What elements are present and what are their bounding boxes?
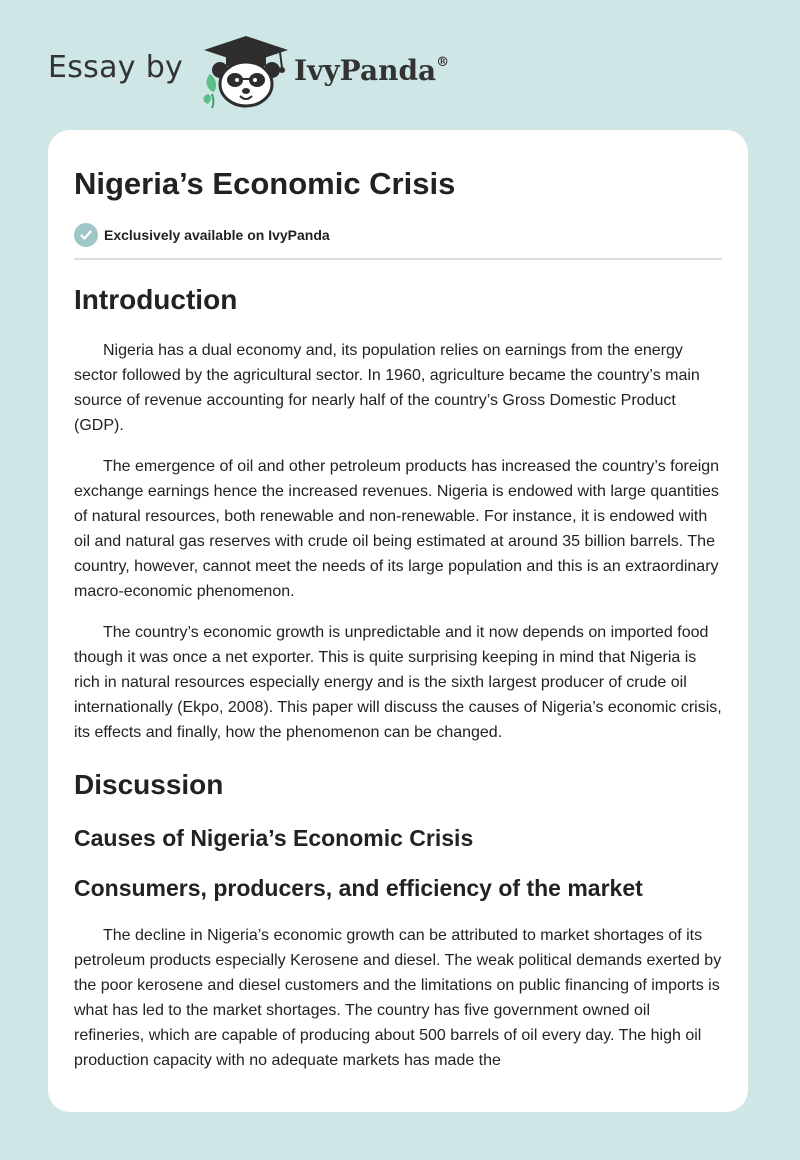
section-heading-introduction: Introduction <box>74 284 238 315</box>
paragraph: Nigeria has a dual economy and, its population relies on earnings from the energy sector followed by the agricultural sector. In 1960, agriculture became the country’s main source of revenue accounting for nearly half of the country’s Gross Domestic Product (GDP). <box>74 342 700 434</box>
brand-name[interactable] <box>294 54 449 87</box>
paragraph: The emergence of oil and other petroleum products has increased the country’s foreign exchange earnings hence the increased revenues. Nigeria is endowed with large quantities of natural resources, both renewable and non-renewable. For instance, it is endowed with oil and natural gas reserves with crude oil being estimated at around 35 billion barrels. The country, however, cannot meet the needs of its large population and this is an extraordinary macro-economic phenomenon. <box>74 458 720 600</box>
paragraph: The country’s economic growth is unpredictable and it now depends on imported food though it was once a net exporter. This is quite surprising keeping in mind that Nigeria is rich in natural resources especially energy and is the sixth largest producer of crude oil internationally (Ekpo, 2008). This paper will discuss the causes of Nigeria’s economic crisis, its effects and finally, how the phenomenon can be changed. <box>74 624 722 741</box>
registered-mark: ® <box>436 54 450 70</box>
exclusive-badge-text: Exclusively available on IvyPanda <box>104 227 330 243</box>
panda-logo-icon[interactable] <box>200 34 292 110</box>
essay-by-label: Essay by <box>48 50 184 85</box>
subheading-consumers: Consumers, producers, and efficiency of the market <box>74 875 643 901</box>
check-icon <box>74 223 98 247</box>
section-heading-discussion: Discussion <box>74 769 224 800</box>
title-divider <box>74 258 722 260</box>
paragraph: The decline in Nigeria’s economic growth can be attributed to market shortages of its petroleum products especially Kerosene and diesel. The weak political demands exerted by the poor kerosene and diesel customers and the limitations on public financing of imports is what has led to the market shortages. The country has five government owned oil refineries, which are capable of producing about 500 barrels of oil every day. The high oil production capacity with no adequate markets has made the <box>74 927 722 1069</box>
site-header <box>0 0 800 120</box>
brand-name-text: IvyPanda <box>294 54 437 87</box>
subheading-causes: Causes of Nigeria’s Economic Crisis <box>74 825 474 851</box>
essay-title: Nigeria’s Economic Crisis <box>74 166 456 201</box>
exclusive-badge <box>74 222 722 248</box>
essay-card <box>48 130 748 1112</box>
